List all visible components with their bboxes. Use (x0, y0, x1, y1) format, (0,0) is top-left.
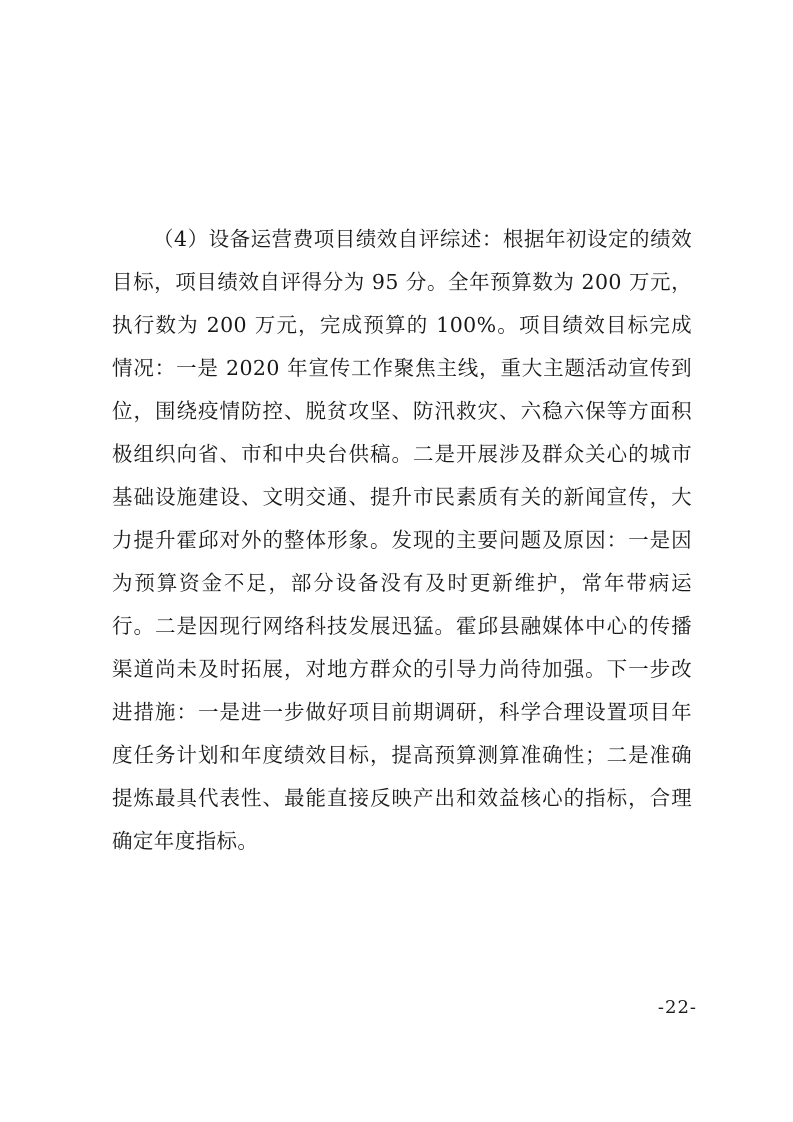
document-body (112, 218, 692, 863)
body-paragraph: （4）设备运营费项目绩效自评综述：根据年初设定的绩效目标，项目绩效自评得分为 95 分。全年预算数为 200 万元，执行数为 200 万元，完成预算的 100%。项目绩效目标完成情况：一是 2020 年宣传工作聚焦主线，重大主题活动宣传到位，围绕疫情防控、脱贫攻坚、防汛救灾、六稳六保等方面积极组织向省、市和中央台供稿。二是开展涉及群众关心的城市基础设施建设、文明交通、提升市民素质有关的新闻宣传，大力提升霍邱对外的整体形象。发现的主要问题及原因：一是因为预算资金不足，部分设备没有及时更新维护，常年带病运行。二是因现行网络科技发展迅猛。霍邱县融媒体中心的传播渠道尚未及时拓展，对地方群众的引导力尚待加强。下一步改进措施：一是进一步做好项目前期调研，科学合理设置项目年度任务计划和年度绩效目标，提高预算测算准确性；二是准确提炼最具代表性、最能直接反映产出和效益核心的指标，合理确定年度指标。 (112, 227, 692, 853)
page-number: -22- (657, 997, 697, 1018)
